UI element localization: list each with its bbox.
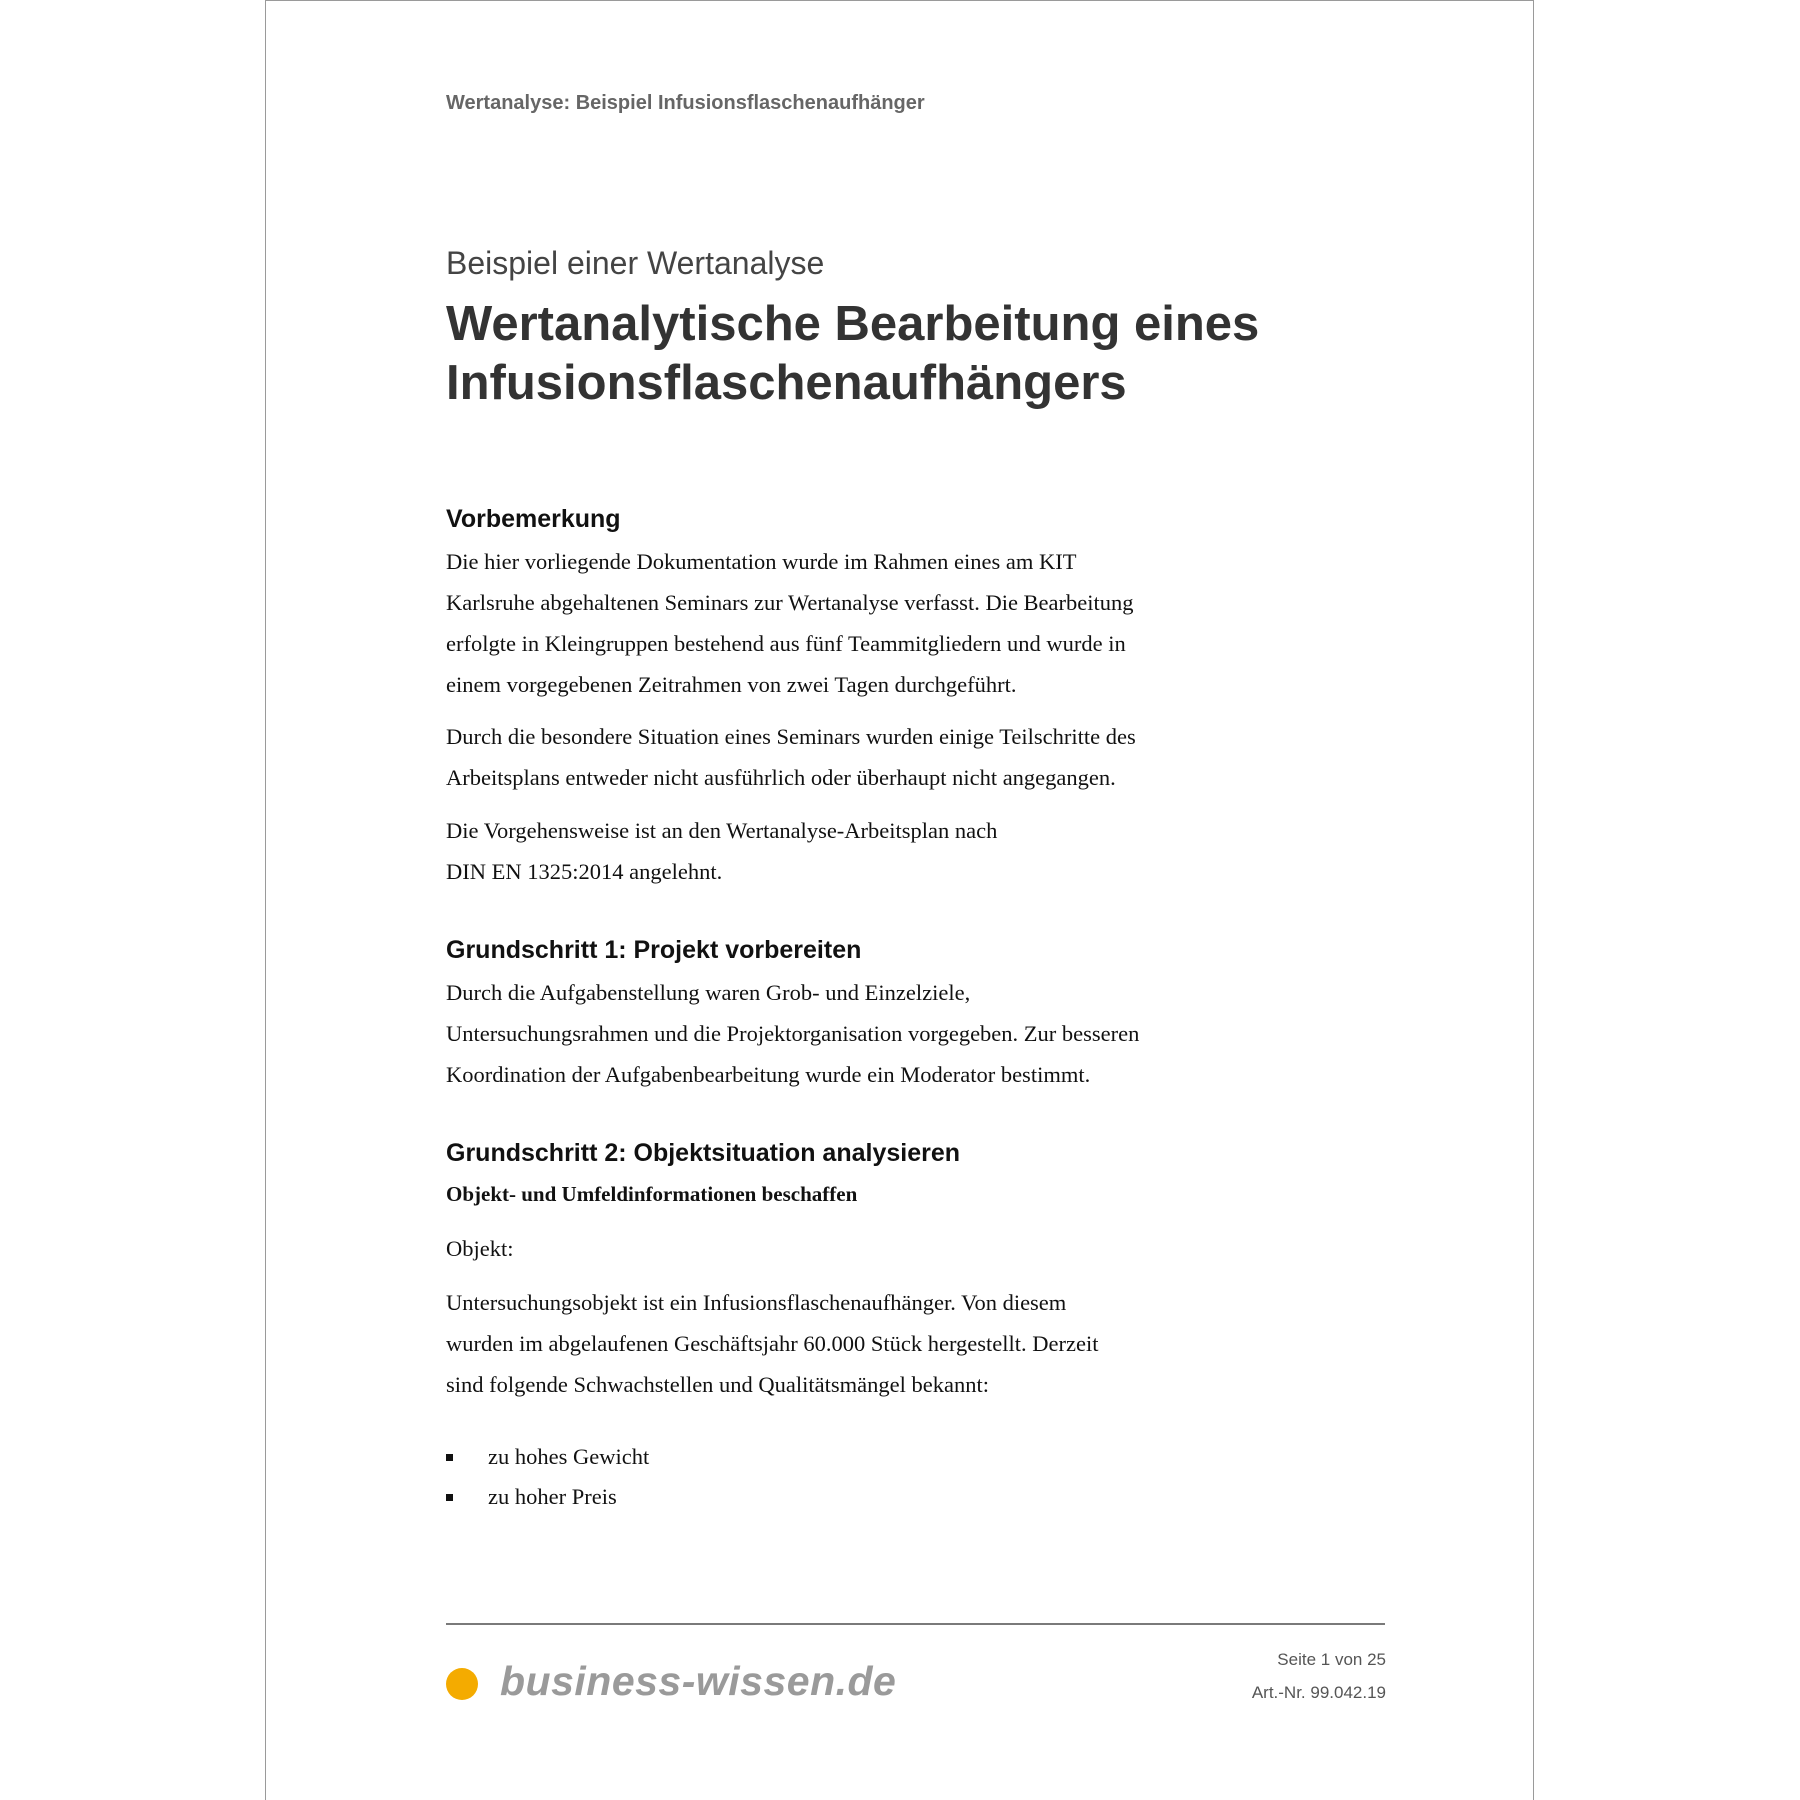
- heading-vorbemerkung: Vorbemerkung: [446, 505, 621, 533]
- list-item-text: zu hohes Gewicht: [488, 1444, 650, 1469]
- paragraph-grundschritt-2: [446, 1282, 1099, 1405]
- document-title: [446, 295, 1446, 413]
- text-line: Untersuchungsobjekt ist ein Infusionsflaschenaufhänger. Von diesem: [446, 1290, 1067, 1315]
- text-line: Koordination der Aufgabenbearbeitung wurde ein Moderator bestimmt.: [446, 1062, 1091, 1087]
- article-number: Art.-Nr. 99.042.19: [1251, 1683, 1386, 1702]
- list-item-text: zu hoher Preis: [488, 1484, 617, 1509]
- text-line: Untersuchungsrahmen und die Projektorganisation vorgegeben. Zur besseren: [446, 1021, 1140, 1046]
- title-line-2: Infusionsflaschenaufhängers: [446, 356, 1127, 410]
- paragraph-vorbemerkung-2: [446, 716, 1136, 798]
- logo-dot-icon: [446, 1668, 478, 1700]
- title-line-1: Wertanalytische Bearbeitung eines: [446, 297, 1260, 351]
- subheading-objekt-umfeld: Objekt- und Umfeldinformationen beschaffen: [446, 1182, 858, 1206]
- text-line: Karlsruhe abgehaltenen Seminars zur Wertanalyse verfasst. Die Bearbeitung: [446, 590, 1134, 615]
- paragraph-vorbemerkung-1: [446, 541, 1134, 705]
- text-line: Die Vorgehensweise ist an den Wertanalyse-Arbeitsplan nach: [446, 818, 998, 843]
- heading-grundschritt-1: Grundschritt 1: Projekt vorbereiten: [446, 936, 862, 964]
- document-subtitle: Beispiel einer Wertanalyse: [446, 245, 825, 281]
- logo-wordmark: business-wissen.de: [500, 1658, 897, 1704]
- text-line: Durch die Aufgabenstellung waren Grob- und Einzelziele,: [446, 980, 971, 1005]
- text-line: sind folgende Schwachstellen und Qualitätsmängel bekannt:: [446, 1372, 989, 1397]
- text-line: Arbeitsplans entweder nicht ausführlich oder überhaupt nicht angegangen.: [446, 765, 1116, 790]
- text-line: Die hier vorliegende Dokumentation wurde im Rahmen eines am KIT: [446, 549, 1077, 574]
- text-line: erfolgte in Kleingruppen bestehend aus fünf Teammitgliedern und wurde in: [446, 631, 1126, 656]
- page-number: Seite 1 von 25: [1277, 1650, 1386, 1669]
- text-line: Durch die besondere Situation eines Seminars wurden einige Teilschritte des: [446, 724, 1136, 749]
- running-header: Wertanalyse: Beispiel Infusionsflaschenaufhänger: [446, 92, 925, 114]
- label-objekt: Objekt:: [446, 1236, 514, 1261]
- paragraph-grundschritt-1: [446, 972, 1139, 1095]
- heading-grundschritt-2: Grundschritt 2: Objektsituation analysieren: [446, 1139, 961, 1167]
- paragraph-vorbemerkung-3: [446, 810, 997, 892]
- footer-divider: [446, 1623, 1385, 1625]
- text-line: wurden im abgelaufenen Geschäftsjahr 60.000 Stück hergestellt. Derzeit: [446, 1331, 1099, 1356]
- bullet-square-icon: [446, 1454, 453, 1461]
- text-line: DIN EN 1325:2014 angelehnt.: [446, 859, 723, 884]
- text-line: einem vorgegebenen Zeitrahmen von zwei Tagen durchgeführt.: [446, 672, 1017, 697]
- bullet-square-icon: [446, 1494, 453, 1501]
